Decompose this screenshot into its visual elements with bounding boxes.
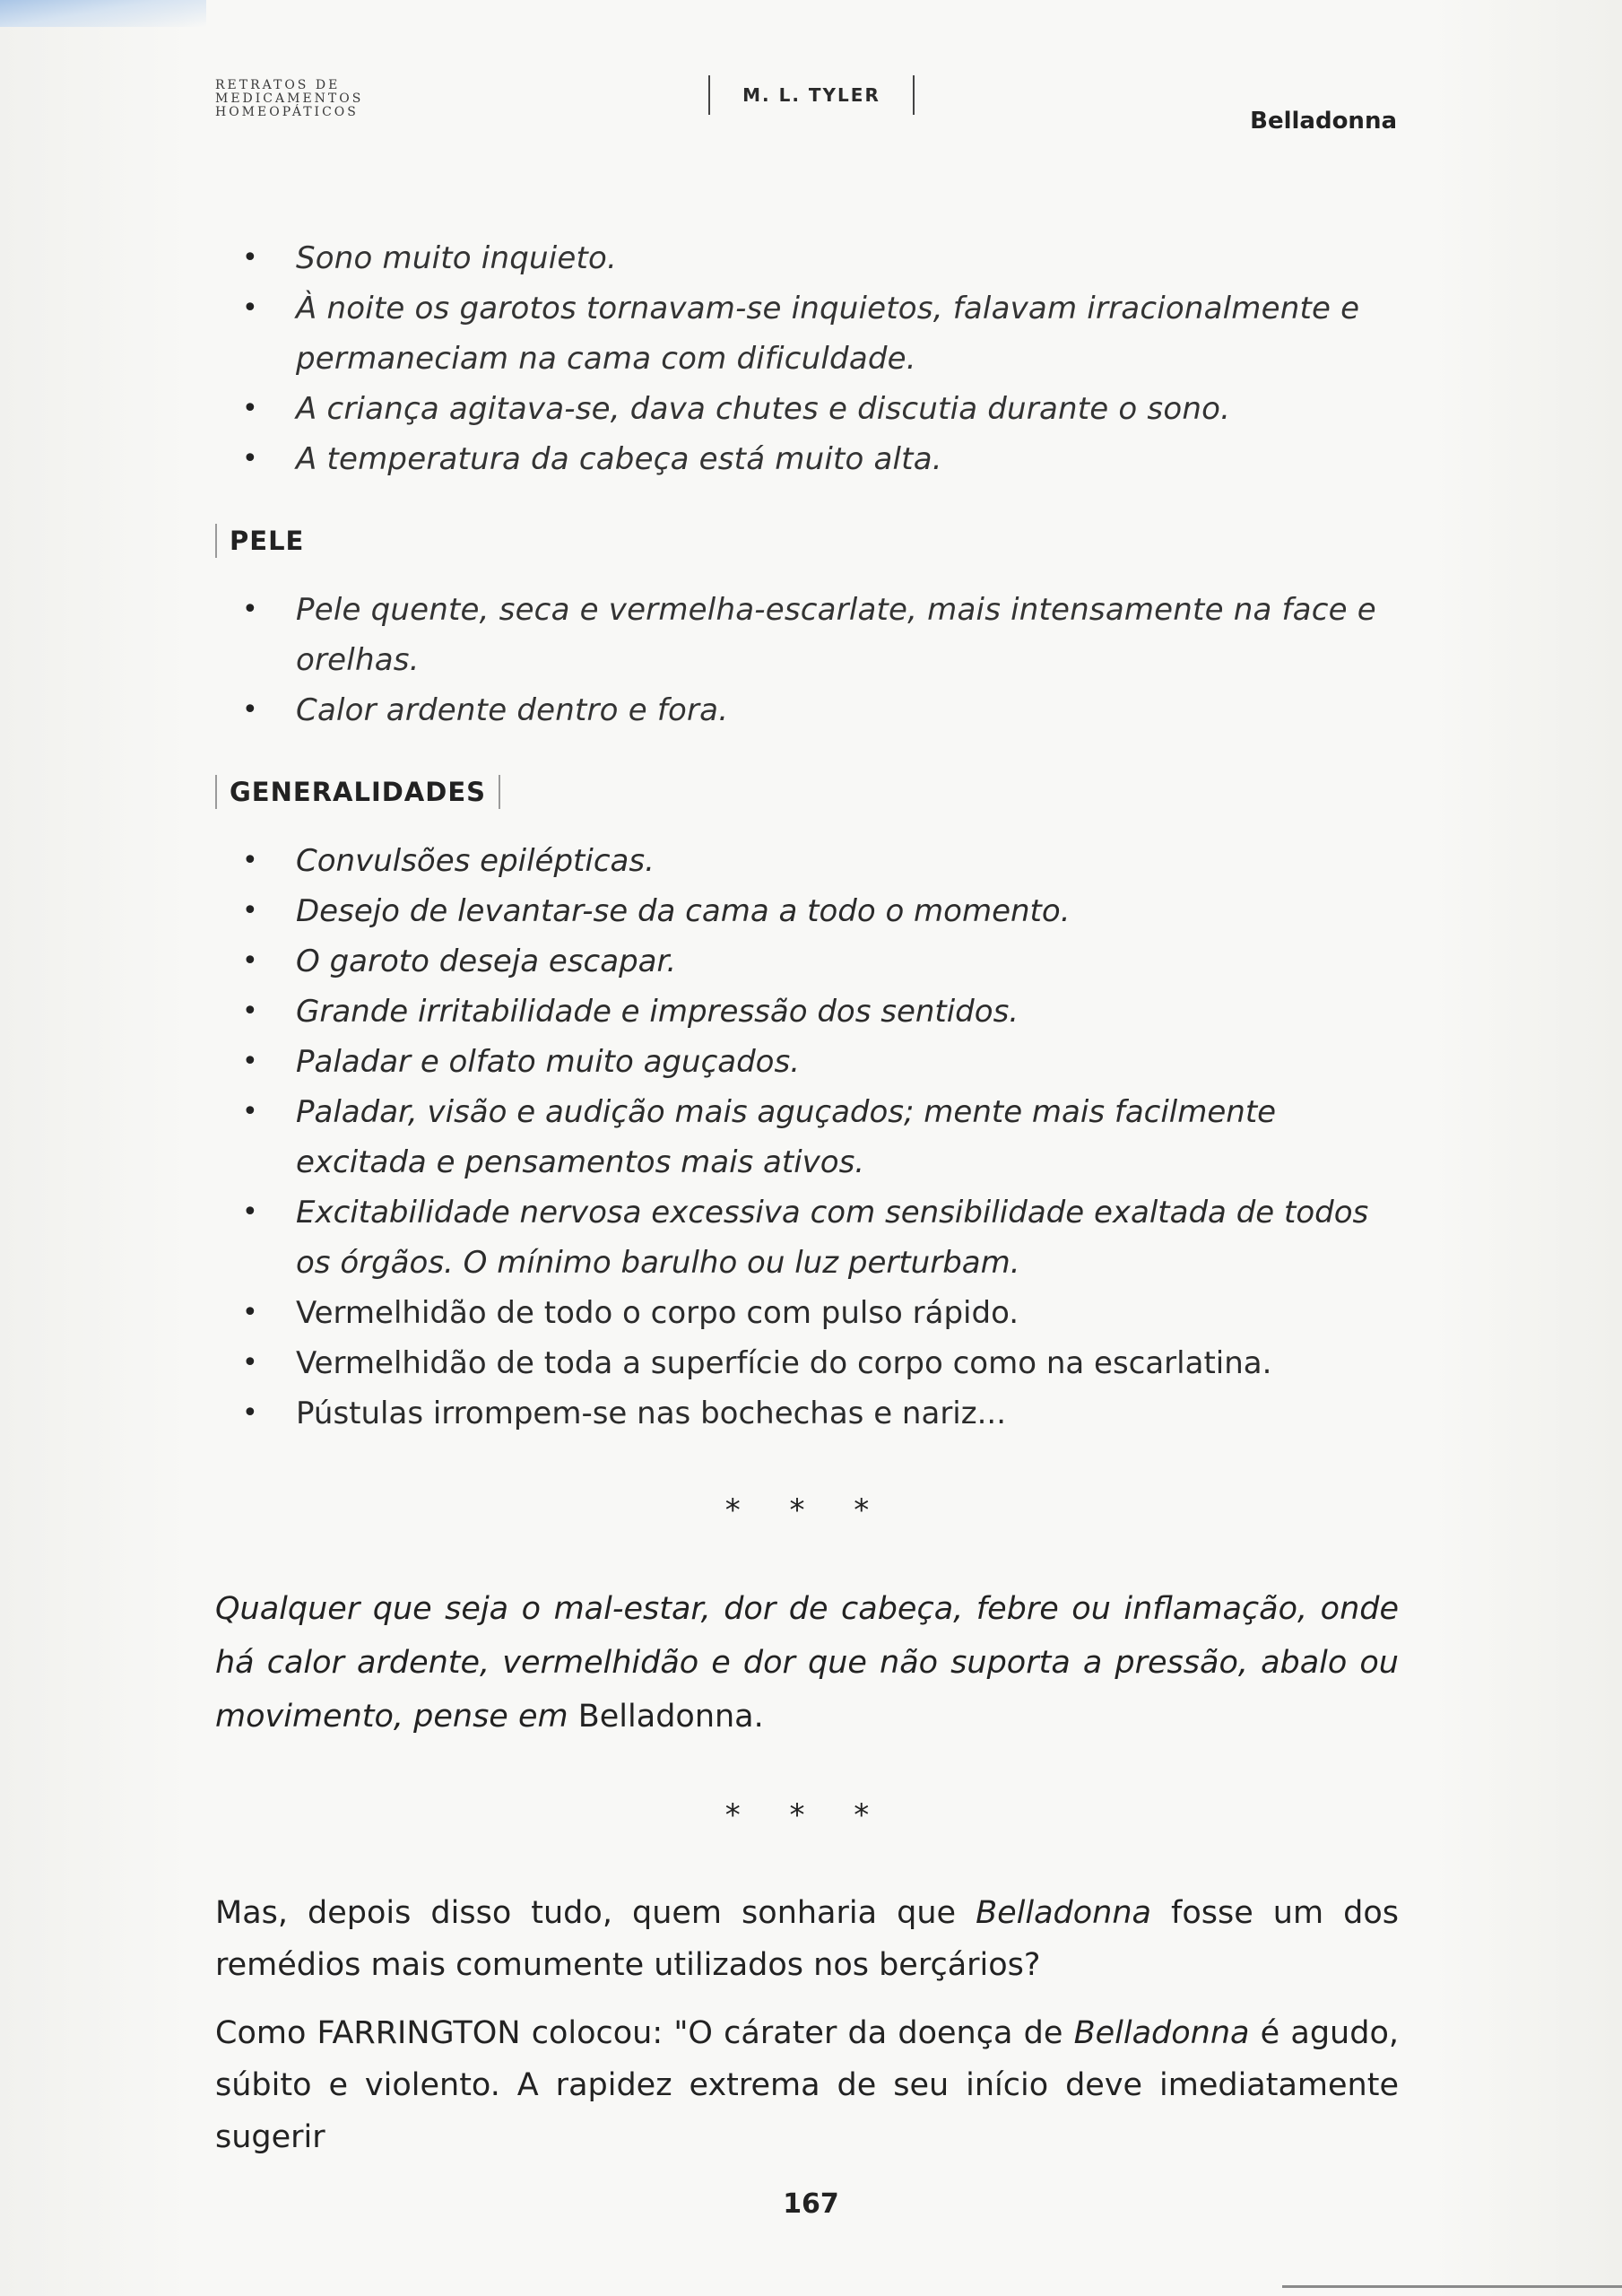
author-name: M. L. TYLER: [742, 84, 880, 106]
list-item-text: À noite os garotos tornavam-se inquietos, falavam irracionalmente e permaneciam na cama com dificuldade.: [296, 291, 1360, 377]
list-item: [215, 434, 1399, 484]
list-item: [215, 936, 1399, 987]
list-item-text: A temperatura da cabeça está muito alta.: [296, 441, 942, 477]
list-item: [215, 283, 1399, 384]
list-item: [215, 685, 1399, 735]
bullet-icon: •: [242, 845, 258, 876]
section-heading-pele: PELE: [215, 524, 324, 558]
list-item: [215, 836, 1399, 886]
list-item-text: Desejo de levantar-se da cama a todo o momento.: [296, 893, 1071, 929]
generalidades-symptom-list: [215, 836, 1399, 1439]
bullet-icon: •: [242, 1347, 258, 1378]
paragraph-text: fosse um dos remédios mais comumente utilizados nos berçários?: [215, 1895, 1399, 1983]
remedy-name: Belladonna: [976, 1895, 1151, 1931]
list-item: [215, 1037, 1399, 1087]
series-title: [215, 79, 363, 119]
bullet-icon: •: [242, 292, 258, 324]
page-number: 167: [783, 2188, 839, 2220]
list-item-text: Paladar, visão e audição mais aguçados; mente mais facilmente excitada e pensamentos mais ativos.: [296, 1094, 1277, 1180]
list-item: [215, 1187, 1399, 1288]
list-item-text: Vermelhidão de todo o corpo com pulso rápido.: [296, 1295, 1019, 1331]
author-header: [708, 75, 915, 115]
list-item-text: Pele quente, seca e vermelha-escarlate, mais intensamente na face e orelhas.: [296, 592, 1376, 678]
list-item-text: Excitabilidade nervosa excessiva com sensibilidade exaltada de todos os órgãos. O mínimo barulho ou luz perturbam.: [296, 1195, 1369, 1281]
list-item-text: Sono muito inquieto.: [296, 240, 618, 276]
list-item-text: O garoto deseja escapar.: [296, 944, 677, 979]
list-item-text: Vermelhidão de toda a superfície do corpo como na escarlatina.: [296, 1345, 1272, 1381]
series-line-3: HOMEOPÁTICOS: [215, 105, 359, 119]
list-item: [215, 233, 1399, 283]
highlight-quote: [215, 1582, 1399, 1744]
pele-symptom-list: [215, 585, 1399, 735]
quote-remedy: Belladonna.: [577, 1699, 764, 1735]
bullet-icon: •: [242, 1196, 258, 1228]
list-item-text: Grande irritabilidade e impressão dos sentidos.: [296, 994, 1019, 1030]
bullet-icon: •: [242, 393, 258, 424]
scan-corner-tint: [0, 0, 206, 27]
section-separator: * * *: [724, 1797, 889, 1833]
quote-text: Qualquer que seja o mal-estar, dor de cabeça, febre ou inflamação, onde há calor ardente, vermelhidão e dor que não suporta a pressão, abalo ou movimento, pense em: [215, 1591, 1399, 1735]
list-item: [215, 1288, 1399, 1338]
body-paragraph: [215, 2007, 1399, 2163]
list-item-text: Pústulas irrompem-se nas bochechas e nariz...: [296, 1396, 1007, 1431]
list-item: [215, 987, 1399, 1037]
bullet-icon: •: [242, 242, 258, 274]
bullet-icon: •: [242, 443, 258, 474]
bullet-icon: •: [242, 895, 258, 926]
list-item: [215, 384, 1399, 434]
remedy-name: Belladonna: [1073, 2015, 1250, 2051]
paragraph-text: é agudo, súbito e violento. A rapidez extrema de seu início deve imediatamente sugerir: [215, 2015, 1399, 2155]
section-heading-generalidades: GENERALIDADES: [215, 775, 500, 809]
list-item: [215, 1338, 1399, 1388]
list-item: [215, 585, 1399, 685]
bullet-icon: •: [242, 694, 258, 726]
list-item: [215, 1388, 1399, 1439]
paragraph-text: Mas, depois disso tudo, quem sonharia que: [215, 1895, 957, 1931]
list-item-text: A criança agitava-se, dava chutes e discutia durante o sono.: [296, 391, 1231, 427]
bullet-icon: •: [242, 594, 258, 625]
bullet-icon: •: [242, 1096, 258, 1127]
list-item: [215, 1087, 1399, 1187]
list-item-text: Paladar e olfato muito aguçados.: [296, 1044, 800, 1080]
series-line-1: RETRATOS DE: [215, 78, 341, 92]
bullet-icon: •: [242, 1397, 258, 1429]
running-title: Belladonna: [1250, 108, 1397, 135]
body-paragraph: [215, 1887, 1399, 1991]
scan-edge-line: [1282, 2285, 1622, 2288]
bullet-icon: •: [242, 945, 258, 977]
section-separator: * * *: [724, 1492, 889, 1528]
bullet-icon: •: [242, 1046, 258, 1077]
page-content: [215, 233, 1399, 2179]
top-symptom-list: [215, 233, 1399, 484]
list-item-text: Calor ardente dentro e fora.: [296, 692, 729, 728]
list-item: [215, 886, 1399, 936]
list-item-text: Convulsões epilépticas.: [296, 843, 655, 879]
series-line-2: MEDICAMENTOS: [215, 91, 364, 106]
bullet-icon: •: [242, 996, 258, 1027]
bullet-icon: •: [242, 1297, 258, 1328]
paragraph-text: Como FARRINGTON colocou: "O cárater da doença de: [215, 2015, 1063, 2051]
